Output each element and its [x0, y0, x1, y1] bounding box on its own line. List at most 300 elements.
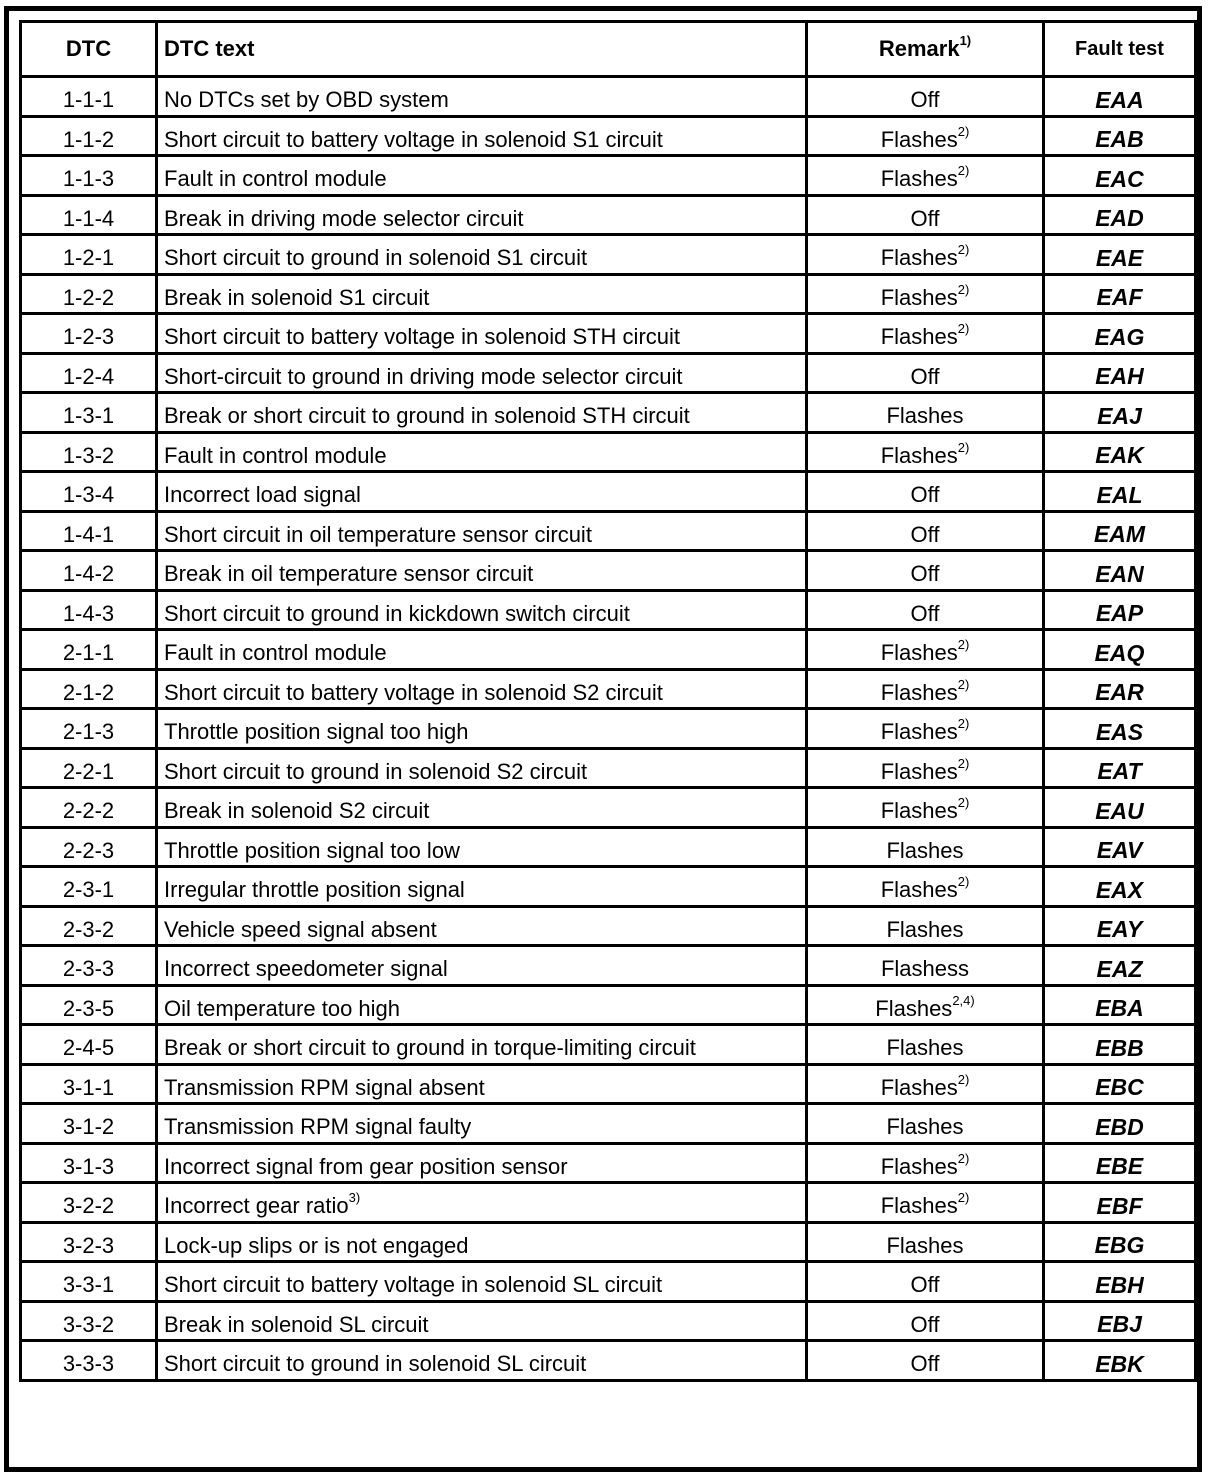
remark — [911, 206, 940, 231]
fault-test-cell — [1044, 1341, 1196, 1381]
dtc-code-cell — [21, 1341, 157, 1381]
remark-cell — [807, 274, 1044, 314]
dtc-code: 1-4-3 — [62, 600, 115, 626]
table-row — [21, 393, 1196, 433]
fault-test-code: EAZ — [1096, 955, 1143, 982]
remark-footnote: 2) — [957, 755, 970, 771]
dtc-text — [164, 1351, 586, 1376]
remark-label: Flashes — [886, 916, 964, 942]
fault-test-cell — [1044, 906, 1196, 946]
fault-test-cell — [1044, 77, 1196, 117]
dtc-code: 1-1-3 — [62, 166, 115, 192]
dtc-text — [164, 206, 523, 231]
fault-test-code: EBK — [1095, 1350, 1144, 1377]
table-row — [21, 472, 1196, 512]
fault-test-code: EBD — [1095, 1113, 1144, 1140]
dtc-text-label: Fault in control module — [164, 166, 387, 192]
table-row — [21, 1301, 1196, 1341]
dtc-text-cell — [157, 630, 807, 670]
fault-test-code: EAF — [1096, 284, 1143, 311]
remark — [880, 163, 970, 192]
dtc-code-cell — [21, 1064, 157, 1104]
dtc-text-cell — [157, 116, 807, 156]
dtc-text — [164, 166, 387, 191]
dtc-code: 3-1-1 — [62, 1074, 115, 1100]
remark-label: Flashes — [886, 1114, 964, 1140]
dtc-code-cell — [21, 985, 157, 1025]
remark — [911, 1272, 940, 1297]
remark-label: Flashes — [875, 995, 953, 1021]
dtc-code-cell — [21, 1183, 157, 1223]
fault-test-cell — [1044, 195, 1196, 235]
fault-test-code: EBJ — [1097, 1311, 1142, 1338]
table-row — [21, 1262, 1196, 1302]
dtc-text — [164, 324, 680, 349]
dtc-code: 1-2-1 — [62, 245, 115, 271]
dtc-text-label: Short circuit to battery voltage in solenoid STH circuit — [164, 324, 681, 350]
dtc-text — [164, 838, 460, 863]
remark-label: Flashes — [880, 324, 958, 350]
dtc-code-cell — [21, 1143, 157, 1183]
dtc-code: 2-4-5 — [62, 1035, 115, 1061]
remark-cell — [807, 709, 1044, 749]
fault-test-code: EBG — [1094, 1232, 1145, 1259]
remark-cell — [807, 669, 1044, 709]
dtc-code-cell — [21, 630, 157, 670]
remark-cell — [807, 393, 1044, 433]
remark-label: Flashes — [886, 837, 964, 863]
table-body — [21, 77, 1196, 1381]
dtc-text-cell — [157, 669, 807, 709]
table-row — [21, 77, 1196, 117]
dtc-code-cell — [21, 472, 157, 512]
dtc-code-cell — [21, 551, 157, 591]
dtc-code: 3-3-3 — [62, 1351, 115, 1377]
dtc-text-label: Short circuit to battery voltage in solenoid S1 circuit — [164, 126, 663, 152]
fault-test-code: EAP — [1095, 600, 1144, 627]
fault-test-code: EAD — [1095, 205, 1144, 232]
remark-label: Flashes — [880, 1193, 958, 1219]
fault-test-code: EAT — [1097, 758, 1142, 785]
remark-cell — [807, 590, 1044, 630]
table-row — [21, 748, 1196, 788]
dtc-code-cell — [21, 1104, 157, 1144]
remark — [911, 482, 940, 507]
remark — [911, 522, 940, 547]
remark-footnote: 2) — [957, 1150, 970, 1166]
table-row — [21, 827, 1196, 867]
fault-test-code: EAQ — [1094, 639, 1145, 666]
remark-label: Off — [910, 205, 940, 231]
remark-footnote: 2) — [957, 1190, 970, 1206]
dtc-text-cell — [157, 906, 807, 946]
dtc-text — [164, 364, 682, 389]
remark-label: Flashes — [886, 1232, 964, 1258]
dtc-text — [164, 522, 592, 547]
dtc-code-cell — [21, 116, 157, 156]
remark — [880, 1071, 970, 1100]
dtc-text-label: No DTCs set by OBD system — [164, 87, 449, 113]
table-row — [21, 1183, 1196, 1223]
table-row — [21, 353, 1196, 393]
dtc-code: 1-1-1 — [62, 87, 115, 113]
dtc-table — [19, 20, 1197, 1382]
fault-test-code: EAJ — [1097, 402, 1142, 429]
fault-test-cell — [1044, 1143, 1196, 1183]
dtc-code-cell — [21, 906, 157, 946]
table-row — [21, 274, 1196, 314]
dtc-table-frame — [4, 6, 1202, 1472]
dtc-text — [164, 87, 449, 112]
dtc-text-label: Throttle position signal too high — [164, 719, 469, 745]
dtc-text-cell — [157, 788, 807, 828]
table-row — [21, 590, 1196, 630]
fault-test-cell — [1044, 472, 1196, 512]
header-fault-test: Fault test — [1044, 22, 1196, 77]
fault-test-cell — [1044, 788, 1196, 828]
dtc-code-cell — [21, 393, 157, 433]
remark-label: Flashes — [880, 166, 958, 192]
dtc-text — [164, 403, 690, 428]
fault-test-cell — [1044, 156, 1196, 196]
fault-test-code: EBE — [1095, 1153, 1144, 1180]
dtc-text-cell — [157, 1143, 807, 1183]
remark-label: Flashes — [880, 719, 958, 745]
dtc-code: 2-3-3 — [62, 956, 115, 982]
dtc-text — [164, 561, 533, 586]
dtc-code-cell — [21, 156, 157, 196]
remark-cell — [807, 551, 1044, 591]
dtc-code-cell — [21, 1262, 157, 1302]
remark-footnote: 2) — [957, 676, 970, 692]
remark-label: Flashes — [880, 284, 958, 310]
dtc-code-cell — [21, 274, 157, 314]
dtc-code: 3-2-3 — [62, 1232, 115, 1258]
dtc-code: 1-1-4 — [62, 205, 115, 231]
dtc-text-cell — [157, 827, 807, 867]
dtc-text-label: Short circuit to battery voltage in solenoid S2 circuit — [164, 679, 663, 705]
fault-test-cell — [1044, 827, 1196, 867]
dtc-text-cell — [157, 511, 807, 551]
remark-cell — [807, 1143, 1044, 1183]
dtc-code: 1-3-4 — [62, 482, 115, 508]
remark-footnote: 2) — [957, 321, 970, 337]
fault-test-code: EAH — [1095, 363, 1144, 390]
remark-cell — [807, 472, 1044, 512]
dtc-text-label: Irregular throttle position signal — [164, 877, 465, 903]
dtc-text-cell — [157, 1104, 807, 1144]
header-remark-label: Remark — [878, 36, 960, 61]
fault-test-code: EBC — [1095, 1074, 1144, 1101]
remark-label: Flashes — [880, 1074, 958, 1100]
dtc-text-label: Break in solenoid S1 circuit — [164, 284, 430, 310]
dtc-text-label: Vehicle speed signal absent — [164, 916, 437, 942]
table-row — [21, 1341, 1196, 1381]
dtc-code-cell — [21, 1301, 157, 1341]
dtc-text-label: Short circuit to battery voltage in solenoid SL circuit — [164, 1272, 663, 1298]
remark-label: Off — [910, 521, 940, 547]
dtc-text-cell — [157, 1183, 807, 1223]
remark-footnote: 2) — [957, 439, 970, 455]
table-row — [21, 985, 1196, 1025]
dtc-text-cell — [157, 1301, 807, 1341]
fault-test-cell — [1044, 867, 1196, 907]
remark-label: Flashes — [886, 1035, 964, 1061]
dtc-text — [164, 1114, 471, 1139]
dtc-text — [164, 601, 630, 626]
remark-cell — [807, 1025, 1044, 1065]
remark-cell — [807, 906, 1044, 946]
dtc-text — [164, 1154, 568, 1179]
remark — [880, 716, 970, 745]
remark — [880, 637, 970, 666]
remark — [911, 87, 940, 112]
fault-test-code: EAB — [1095, 126, 1144, 153]
dtc-code-cell — [21, 669, 157, 709]
fault-test-code: EBF — [1096, 1192, 1143, 1219]
dtc-text-label: Break in driving mode selector circuit — [164, 205, 524, 231]
remark-cell — [807, 1064, 1044, 1104]
remark-cell — [807, 867, 1044, 907]
fault-test-code: EAM — [1093, 521, 1146, 548]
dtc-code-cell — [21, 788, 157, 828]
dtc-text-cell — [157, 156, 807, 196]
table-row — [21, 1064, 1196, 1104]
dtc-text — [164, 1233, 469, 1258]
dtc-code-cell — [21, 432, 157, 472]
dtc-text-label: Short circuit to ground in solenoid SL circuit — [164, 1351, 587, 1377]
fault-test-code: EAC — [1095, 165, 1144, 192]
dtc-code: 2-3-2 — [62, 916, 115, 942]
dtc-text — [164, 482, 361, 507]
dtc-text — [164, 996, 400, 1021]
header-row — [21, 22, 1196, 77]
remark-cell — [807, 788, 1044, 828]
fault-test-cell — [1044, 590, 1196, 630]
dtc-text-label: Short circuit to ground in solenoid S2 circuit — [164, 758, 588, 784]
table-row — [21, 867, 1196, 907]
dtc-code: 2-3-5 — [62, 995, 115, 1021]
fault-test-code: EAX — [1095, 876, 1144, 903]
dtc-code: 1-2-3 — [62, 324, 115, 350]
table-row — [21, 1104, 1196, 1144]
dtc-text-footnote: 3) — [348, 1190, 361, 1206]
fault-test-code: EBA — [1095, 995, 1144, 1022]
dtc-code: 2-1-3 — [62, 719, 115, 745]
remark-label: Flashes — [880, 1153, 958, 1179]
dtc-text-label: Break in oil temperature sensor circuit — [164, 561, 534, 587]
dtc-code-cell — [21, 867, 157, 907]
dtc-code-cell — [21, 946, 157, 986]
dtc-code: 2-1-1 — [62, 640, 115, 666]
remark-footnote: 2) — [957, 281, 970, 297]
dtc-text-cell — [157, 393, 807, 433]
dtc-text-label: Fault in control module — [164, 442, 387, 468]
remark — [911, 364, 940, 389]
dtc-text-cell — [157, 867, 807, 907]
dtc-code: 1-3-2 — [62, 442, 115, 468]
dtc-text-label: Break in solenoid S2 circuit — [164, 798, 430, 824]
remark — [886, 838, 963, 863]
remark-label: Off — [910, 1272, 940, 1298]
remark — [911, 601, 940, 626]
table-row — [21, 511, 1196, 551]
dtc-code-cell — [21, 511, 157, 551]
remark-cell — [807, 1222, 1044, 1262]
dtc-text-cell — [157, 1262, 807, 1302]
remark — [886, 917, 963, 942]
fault-test-cell — [1044, 314, 1196, 354]
fault-test-code: EAS — [1095, 718, 1144, 745]
dtc-text — [164, 1312, 429, 1337]
table-row — [21, 906, 1196, 946]
dtc-text-label: Incorrect signal from gear position sensor — [164, 1153, 568, 1179]
remark-footnote: 2) — [957, 1071, 970, 1087]
table-row — [21, 235, 1196, 275]
dtc-code-cell — [21, 1222, 157, 1262]
dtc-text — [164, 1272, 662, 1297]
remark — [886, 1233, 963, 1258]
dtc-text-cell — [157, 748, 807, 788]
table-row — [21, 1222, 1196, 1262]
dtc-text-label: Short-circuit to ground in driving mode selector circuit — [164, 363, 683, 389]
remark — [880, 676, 970, 705]
remark-label: Flashes — [880, 877, 958, 903]
dtc-code-cell — [21, 77, 157, 117]
remark — [875, 992, 975, 1021]
dtc-text — [164, 877, 465, 902]
remark-label: Flashes — [880, 798, 958, 824]
fault-test-cell — [1044, 1222, 1196, 1262]
remark-cell — [807, 1301, 1044, 1341]
dtc-text-cell — [157, 590, 807, 630]
dtc-text — [164, 798, 429, 823]
dtc-text-cell — [157, 472, 807, 512]
dtc-text-cell — [157, 551, 807, 591]
remark — [880, 1190, 970, 1219]
dtc-code: 1-1-2 — [62, 126, 115, 152]
remark-cell — [807, 77, 1044, 117]
remark-footnote: 2) — [957, 637, 970, 653]
dtc-text-cell — [157, 1222, 807, 1262]
remark-cell — [807, 116, 1044, 156]
dtc-text-cell — [157, 1341, 807, 1381]
dtc-text — [164, 640, 387, 665]
dtc-text-cell — [157, 314, 807, 354]
remark-cell — [807, 314, 1044, 354]
dtc-text-label: Short circuit to ground in solenoid S1 circuit — [164, 245, 588, 271]
dtc-text — [164, 443, 387, 468]
remark-cell — [807, 432, 1044, 472]
table-row — [21, 1025, 1196, 1065]
dtc-code: 2-2-2 — [62, 798, 115, 824]
fault-test-cell — [1044, 1025, 1196, 1065]
table-row — [21, 788, 1196, 828]
dtc-text-label: Incorrect load signal — [164, 482, 361, 508]
fault-test-code: EAY — [1096, 916, 1143, 943]
fault-test-cell — [1044, 1301, 1196, 1341]
dtc-code-cell — [21, 314, 157, 354]
fault-test-code: EAK — [1095, 442, 1144, 469]
remark — [880, 755, 970, 784]
dtc-text-label: Break or short circuit to ground in torque-limiting circuit — [164, 1035, 696, 1061]
dtc-text-label: Transmission RPM signal faulty — [164, 1114, 472, 1140]
dtc-code: 2-1-2 — [62, 679, 115, 705]
fault-test-code: EAG — [1094, 323, 1145, 350]
fault-test-cell — [1044, 1064, 1196, 1104]
fault-test-code: EAA — [1095, 86, 1144, 113]
remark-footnote: 2) — [957, 874, 970, 890]
dtc-code: 3-1-3 — [62, 1153, 115, 1179]
fault-test-cell — [1044, 353, 1196, 393]
dtc-code: 1-4-2 — [62, 561, 115, 587]
remark — [880, 242, 970, 271]
fault-test-cell — [1044, 630, 1196, 670]
remark-label: Flashes — [880, 640, 958, 666]
remark — [911, 1351, 940, 1376]
remark-cell — [807, 511, 1044, 551]
remark — [880, 321, 970, 350]
remark-cell — [807, 1104, 1044, 1144]
remark-footnote: 2) — [957, 123, 970, 139]
remark-label: Off — [910, 1311, 940, 1337]
remark — [886, 403, 963, 428]
remark-footnote: 2) — [957, 795, 970, 811]
table-row — [21, 946, 1196, 986]
fault-test-cell — [1044, 393, 1196, 433]
remark-cell — [807, 235, 1044, 275]
remark-label: Off — [910, 87, 940, 113]
dtc-text-label: Fault in control module — [164, 640, 387, 666]
dtc-text-cell — [157, 432, 807, 472]
remark-label: Off — [910, 363, 940, 389]
fault-test-code: EAU — [1095, 797, 1144, 824]
fault-test-cell — [1044, 274, 1196, 314]
remark-label: Flashes — [880, 245, 958, 271]
remark-cell — [807, 748, 1044, 788]
dtc-code: 2-3-1 — [62, 877, 115, 903]
header-dtc: DTC — [21, 22, 157, 77]
dtc-code-cell — [21, 748, 157, 788]
fault-test-code: EAL — [1096, 481, 1143, 508]
fault-test-cell — [1044, 669, 1196, 709]
remark-footnote: 2,4) — [952, 992, 975, 1008]
fault-test-cell — [1044, 116, 1196, 156]
dtc-code-cell — [21, 590, 157, 630]
dtc-code: 3-3-2 — [62, 1311, 115, 1337]
table-row — [21, 551, 1196, 591]
remark-label: Flashes — [880, 442, 958, 468]
fault-test-code: EAV — [1096, 837, 1143, 864]
dtc-text-cell — [157, 353, 807, 393]
remark-footnote: 2) — [957, 716, 970, 732]
remark-cell — [807, 630, 1044, 670]
remark-label: Off — [910, 600, 940, 626]
remark-cell — [807, 1262, 1044, 1302]
remark — [886, 1035, 963, 1060]
remark-cell — [807, 985, 1044, 1025]
remark-cell — [807, 946, 1044, 986]
fault-test-cell — [1044, 1183, 1196, 1223]
remark-cell — [807, 353, 1044, 393]
dtc-text-label: Break in solenoid SL circuit — [164, 1311, 429, 1337]
remark-footnote: 2) — [957, 163, 970, 179]
dtc-text-cell — [157, 195, 807, 235]
remark-label: Flashes — [880, 758, 958, 784]
dtc-code: 2-2-1 — [62, 758, 115, 784]
header-dtc-text — [157, 22, 807, 77]
remark — [911, 1312, 940, 1337]
